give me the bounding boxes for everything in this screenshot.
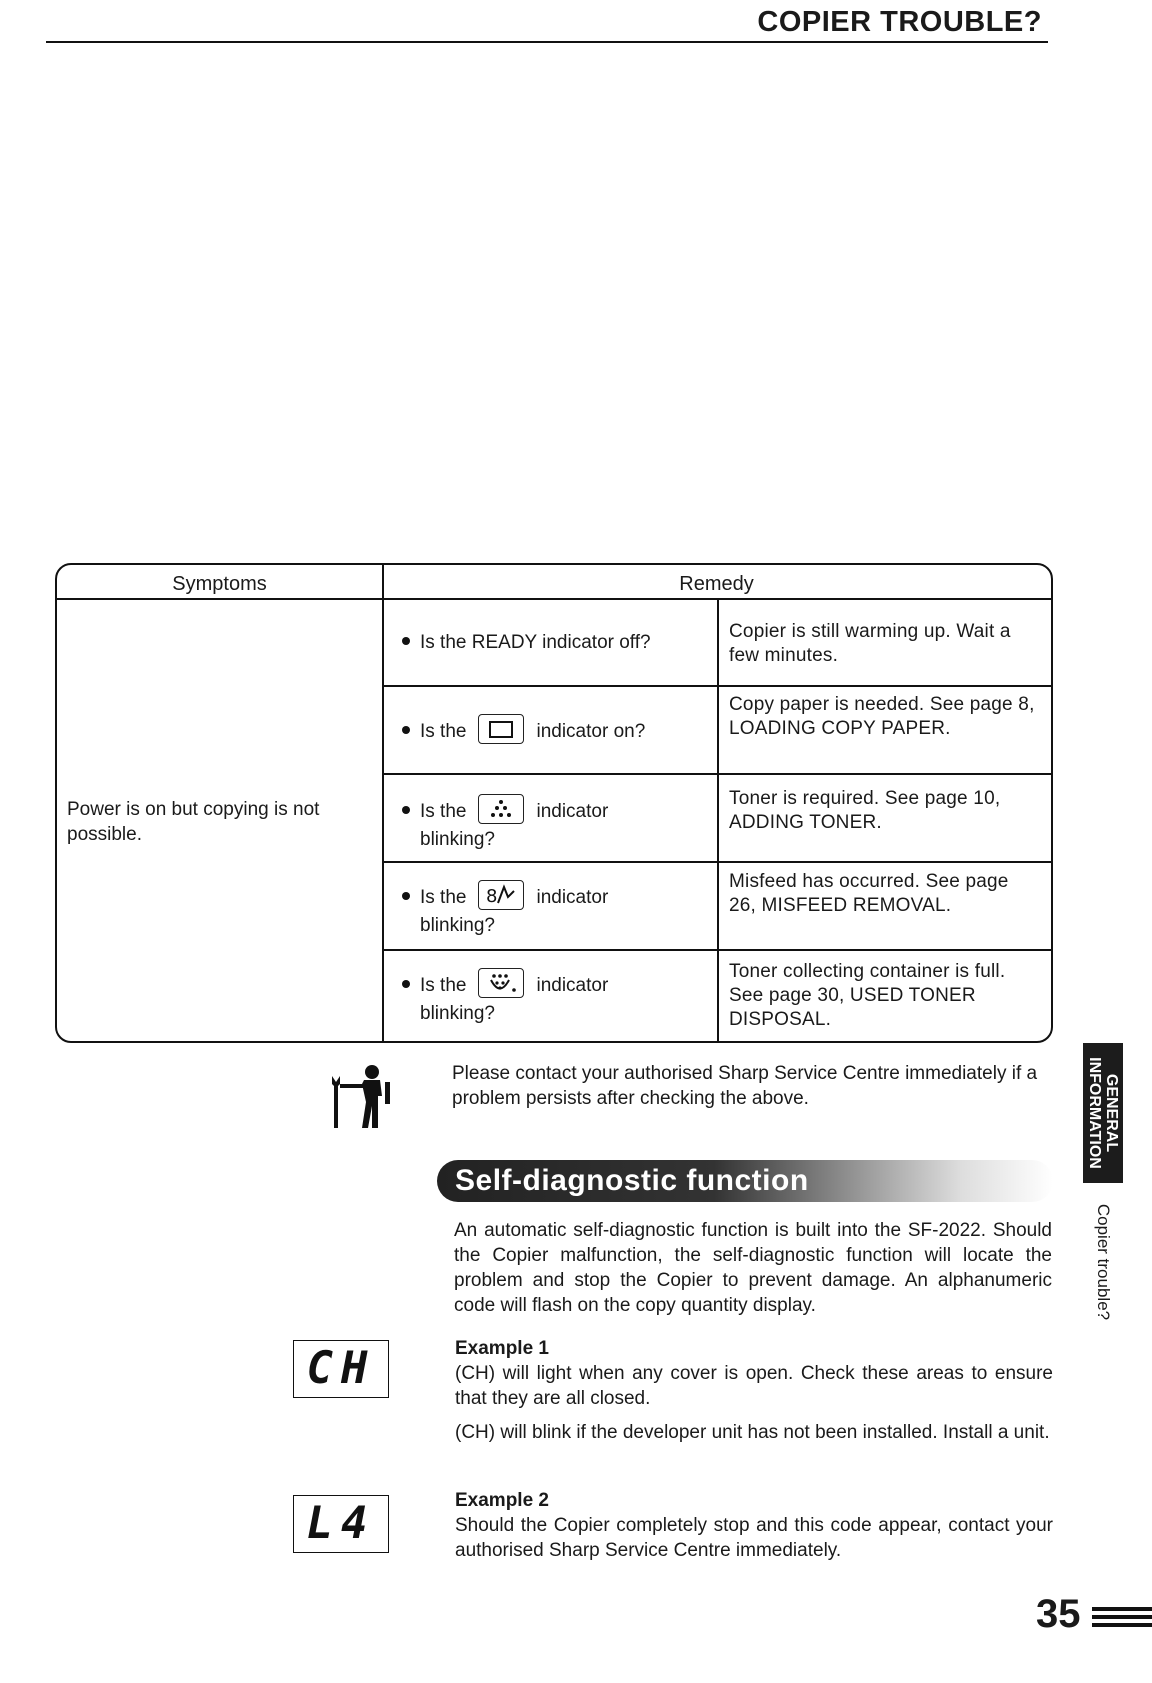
check-question-toner: [402, 797, 702, 852]
question-text: Is the: [420, 801, 467, 823]
question-text: indicator: [536, 975, 609, 997]
example-2-title: Example 2: [455, 1490, 549, 1511]
column-divider-main: [382, 565, 384, 1041]
bullet-icon: [402, 980, 410, 988]
question-text: indicator: [536, 887, 609, 909]
paper-tray-icon: [478, 714, 524, 744]
symptoms-header: Symptoms: [172, 573, 267, 595]
page-number-bars: [1092, 1607, 1152, 1631]
question-text-line2: blinking?: [420, 915, 495, 936]
toner-collect-icon: [478, 968, 524, 998]
service-technician-icon: [326, 1062, 396, 1135]
side-tab-line2: INFORMATION: [1086, 1057, 1103, 1169]
check-question-paper: [402, 717, 702, 747]
remedy-answer: Toner collecting container is full. See page 30, USED TONER DISPOSAL.: [729, 961, 1006, 1030]
check-question-ready: [402, 630, 702, 655]
question-text: Is the: [420, 887, 467, 909]
service-contact-note: Please contact your authorised Sharp Service Centre immediately if a problem persists after checking the above.: [452, 1063, 1038, 1109]
bullet-icon: [402, 726, 410, 734]
bullet-icon: [402, 892, 410, 900]
example-1-text: (CH) will light when any cover is open. Check these areas to ensure that they are all closed.: [455, 1363, 1053, 1409]
side-tab-line1: GENERAL: [1103, 1073, 1120, 1153]
self-diagnostic-intro: An automatic self-diagnostic function is built into the SF-2022. Should the Copier malfunction, the self-diagnostic function will locate the problem and stop the Copier to prevent damage. An alphanumeric code will flash on the copy quantity display.: [454, 1220, 1052, 1316]
question-text: Is the: [420, 975, 467, 997]
row-divider: [382, 861, 1051, 863]
example-1-title: Example 1: [455, 1338, 549, 1359]
question-text-line2: blinking?: [420, 829, 495, 850]
section-heading: Self-diagnostic function: [455, 1164, 809, 1197]
lcd-code-ch: CH: [293, 1340, 389, 1398]
header-rule: [46, 41, 1048, 43]
question-text: Is the: [420, 721, 467, 743]
example-2-text: Should the Copier completely stop and this code appear, contact your authorised Sharp Service Centre immediately.: [455, 1515, 1053, 1561]
example-1-text-2: (CH) will blink if the developer unit has not been installed. Install a unit.: [455, 1422, 1050, 1443]
section-side-tab: [1083, 1043, 1123, 1183]
header-divider: [57, 598, 1051, 600]
question-text: indicator: [536, 801, 609, 823]
row-divider: [382, 949, 1051, 951]
question-text: Is the READY indicator off?: [420, 632, 651, 653]
example-1: [455, 1336, 1053, 1445]
column-divider-remedy: [717, 598, 719, 1041]
page-number: 35: [1036, 1592, 1081, 1636]
remedy-answer: Toner is required. See page 10, ADDING TONER.: [729, 788, 1001, 833]
question-text-line2: blinking?: [420, 1003, 495, 1024]
example-2: [455, 1488, 1053, 1563]
remedy-answer: Copy paper is needed. See page 8, LOADING COPY PAPER.: [729, 694, 1035, 739]
bullet-icon: [402, 637, 410, 645]
bullet-icon: [402, 806, 410, 814]
row-divider: [382, 773, 1051, 775]
misfeed-icon: [478, 880, 524, 910]
lcd-code-l4: L4: [293, 1495, 389, 1553]
side-subtopic: Copier trouble?: [1094, 1203, 1113, 1321]
side-tab-label: [1086, 1057, 1120, 1169]
page-title: COPIER TROUBLE?: [757, 6, 1042, 38]
check-question-misfeed: [402, 883, 702, 938]
remedy-answer: Copier is still warming up. Wait a few minutes.: [729, 621, 1011, 666]
question-text: indicator on?: [536, 721, 646, 743]
check-question-toner-collect: [402, 971, 702, 1026]
row-divider: [382, 685, 1051, 687]
trouble-table: [55, 563, 1053, 1043]
remedy-answer: Misfeed has occurred. See page 26, MISFEED REMOVAL.: [729, 871, 1009, 916]
toner-add-icon: [478, 794, 524, 824]
symptom-text: Power is on but copying is not possible.: [67, 799, 320, 845]
svg-text:8: 8: [486, 886, 498, 907]
remedy-header: Remedy: [679, 573, 754, 595]
